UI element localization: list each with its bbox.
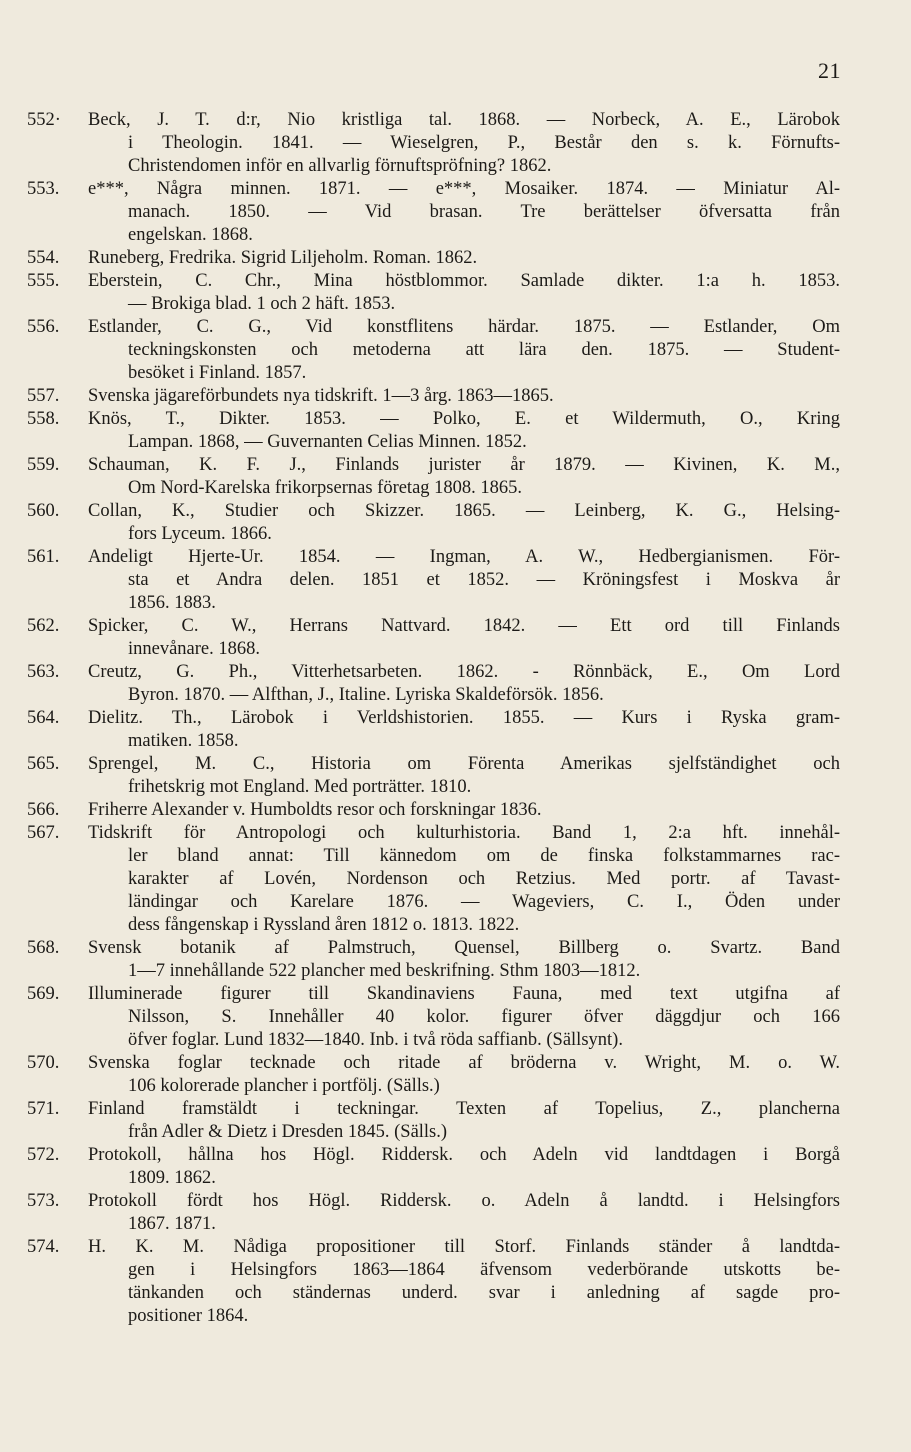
catalogue-entry [0,1052,911,1098]
entry-line: Protokoll fördt hos Högl. Riddersk. o. Adeln å landtd. i Helsingfors [88,1191,840,1211]
catalogue-entry [0,546,911,615]
entry-text [88,500,840,546]
entry-line: Andeligt Hjerte-Ur. 1854. — Ingman, A. W., Hedbergianismen. För- [88,547,840,567]
entry-text [88,1144,840,1190]
entry-line: Sprengel, M. C., Historia om Förenta Amerikas sjelfständighet och [88,754,840,774]
entry-text [88,385,840,408]
entry-line: Knös, T., Dikter. 1853. — Polko, E. et Wildermuth, O., Kring [88,409,840,429]
entry-line: ler bland annat: Till kännedom om de finska folkstammarnes rac- [128,846,840,866]
entry-line: 106 kolorerade plancher i portfölj. (Sälls.) [128,1076,440,1096]
entry-line: Christendomen inför en allvarlig förnuftspröfning? 1862. [128,156,552,176]
entry-text [88,661,840,707]
entry-number: 552· [27,110,61,130]
catalogue-entry [0,937,911,983]
entry-number: 564. [27,708,60,728]
entry-number: 569. [27,984,60,1004]
entry-number: 568. [27,938,60,958]
catalogue-entry [0,753,911,799]
entry-number: 567. [27,823,60,843]
entry-number: 563. [27,662,60,682]
entry-line: — Brokiga blad. 1 och 2 häft. 1853. [128,294,396,314]
entry-line: positioner 1864. [128,1306,249,1326]
entry-line: H. K. M. Nådiga propositioner till Storf. Finlands ständer å landtda- [88,1237,840,1257]
entry-line: Byron. 1870. — Alfthan, J., Italine. Lyriska Skaldeförsök. 1856. [128,685,604,705]
entry-line: Tidskrift för Antropologi och kulturhistoria. Band 1, 2:a hft. innehål- [88,823,840,843]
entry-text [88,316,840,385]
catalogue-entry [0,109,911,178]
catalogue-entry [0,615,911,661]
catalogue-entry [0,799,911,822]
entry-line: ländingar och Karelare 1876. — Wageviers, C. I., Öden under [128,892,840,912]
catalogue-entry [0,1190,911,1236]
entry-line: Schauman, K. F. J., Finlands jurister år 1879. — Kivinen, K. M., [88,455,840,475]
entry-text [88,1098,840,1144]
entry-text [88,937,840,983]
entry-line: 1867. 1871. [128,1214,216,1234]
entry-line: Lampan. 1868, — Guvernanten Celias Minnen. 1852. [128,432,527,452]
entry-text [88,454,840,500]
entry-text [88,270,840,316]
catalogue-entries [0,109,911,1328]
entry-line: matiken. 1858. [128,731,239,751]
entry-number: 565. [27,754,60,774]
entry-line: e***, Några minnen. 1871. — e***, Mosaiker. 1874. — Miniatur Al- [88,179,840,199]
entry-text [88,247,840,270]
entry-line: från Adler & Dietz i Dresden 1845. (Sälls.) [128,1122,448,1142]
catalogue-entry [0,1144,911,1190]
entry-line: öfver foglar. Lund 1832—1840. Inb. i två röda saffianb. (Sällsynt). [128,1030,623,1050]
entry-number: 562. [27,616,60,636]
entry-line: besöket i Finland. 1857. [128,363,307,383]
page-number: 21 [818,58,841,83]
entry-line: Eberstein, C. Chr., Mina höstblommor. Samlade dikter. 1:a h. 1853. [88,271,840,291]
catalogue-entry [0,1098,911,1144]
entry-number: 559. [27,455,60,475]
entry-text [88,1052,840,1098]
entry-number: 556. [27,317,60,337]
entry-line: karakter af Lovén, Nordenson och Retzius. Med portr. af Tavast- [128,869,840,889]
entry-text [88,109,840,178]
entry-line: tänkanden och ständernas underd. svar i anledning af sagde pro- [128,1283,840,1303]
entry-text [88,822,840,937]
entry-line: Dielitz. Th., Lärobok i Verldshistorien. 1855. — Kurs i Ryska gram- [88,708,840,728]
entry-line: dess fångenskap i Ryssland åren 1812 o. 1813. 1822. [128,915,520,935]
catalogue-entry [0,408,911,454]
entry-line: Svenska jägareförbundets nya tidskrift. 1—3 årg. 1863—1865. [88,386,554,406]
entry-line: Om Nord-Karelska frikorpsernas företag 1808. 1865. [128,478,523,498]
entry-number: 557. [27,386,60,406]
entry-line: Friherre Alexander v. Humboldts resor och forskningar 1836. [88,800,542,820]
catalogue-entry [0,454,911,500]
entry-line: Illuminerade figurer till Skandinaviens Fauna, med text utgifna af [88,984,840,1004]
entry-text [88,546,840,615]
entry-line: sta et Andra delen. 1851 et 1852. — Kröningsfest i Moskva år [128,570,840,590]
catalogue-entry [0,983,911,1052]
entry-line: Spicker, C. W., Herrans Nattvard. 1842. — Ett ord till Finlands [88,616,840,636]
entry-number: 561. [27,547,60,567]
entry-line: Finland framstäldt i teckningar. Texten af Topelius, Z., plancherna [88,1099,840,1119]
entry-number: 553. [27,179,60,199]
entry-text [88,707,840,753]
entry-line: Estlander, C. G., Vid konstflitens härdar. 1875. — Estlander, Om [88,317,840,337]
entry-line: Runeberg, Fredrika. Sigrid Liljeholm. Roman. 1862. [88,248,478,268]
entry-line: fors Lyceum. 1866. [128,524,272,544]
catalogue-entry [0,1236,911,1328]
entry-text [88,1236,840,1328]
entry-text [88,983,840,1052]
entry-line: Creutz, G. Ph., Vitterhetsarbeten. 1862. - Rönnbäck, E., Om Lord [88,662,840,682]
entry-number: 572. [27,1145,60,1165]
entry-text [88,408,840,454]
entry-line: 1—7 innehållande 522 plancher med beskrifning. Sthm 1803—1812. [128,961,641,981]
entry-line: Svensk botanik af Palmstruch, Quensel, Billberg o. Svartz. Band [88,938,840,958]
catalogue-entry [0,178,911,247]
entry-number: 560. [27,501,60,521]
catalogue-entry [0,385,911,408]
entry-line: i Theologin. 1841. — Wieselgren, P., Består den s. k. Förnufts- [128,133,840,153]
entry-text [88,178,840,247]
entry-text [88,753,840,799]
entry-line: manach. 1850. — Vid brasan. Tre berättelser öfversatta från [128,202,840,222]
entry-line: innevånare. 1868. [128,639,261,659]
entry-line: Nilsson, S. Innehåller 40 kolor. figurer öfver däggdjur och 166 [128,1007,840,1027]
entry-line: 1856. 1883. [128,593,216,613]
entry-line: Beck, J. T. d:r, Nio kristliga tal. 1868. — Norbeck, A. E., Lärobok [88,110,840,130]
catalogue-entry [0,661,911,707]
entry-number: 566. [27,800,60,820]
entry-line: Protokoll, hållna hos Högl. Riddersk. och Adeln vid landtdagen i Borgå [88,1145,840,1165]
entry-text [88,1190,840,1236]
entry-number: 574. [27,1237,60,1257]
catalogue-entry [0,822,911,937]
catalogue-entry [0,500,911,546]
entry-number: 571. [27,1099,60,1119]
entry-line: gen i Helsingfors 1863—1864 äfvensom vederbörande utskotts be- [128,1260,840,1280]
entry-text [88,799,840,822]
entry-line: engelskan. 1868. [128,225,253,245]
entry-line: Collan, K., Studier och Skizzer. 1865. — Leinberg, K. G., Helsing- [88,501,840,521]
catalogue-entry [0,316,911,385]
entry-line: teckningskonsten och metoderna att lära den. 1875. — Student- [128,340,840,360]
catalogue-entry [0,270,911,316]
entry-number: 558. [27,409,60,429]
entry-line: 1809. 1862. [128,1168,216,1188]
entry-line: Svenska foglar tecknade och ritade af bröderna v. Wright, M. o. W. [88,1053,840,1073]
entry-line: frihetskrig mot England. Med porträtter. 1810. [128,777,472,797]
entry-number: 555. [27,271,60,291]
entry-text [88,615,840,661]
catalogue-entry [0,247,911,270]
entry-number: 573. [27,1191,60,1211]
entry-number: 554. [27,248,60,268]
entry-number: 570. [27,1053,60,1073]
catalogue-entry [0,707,911,753]
